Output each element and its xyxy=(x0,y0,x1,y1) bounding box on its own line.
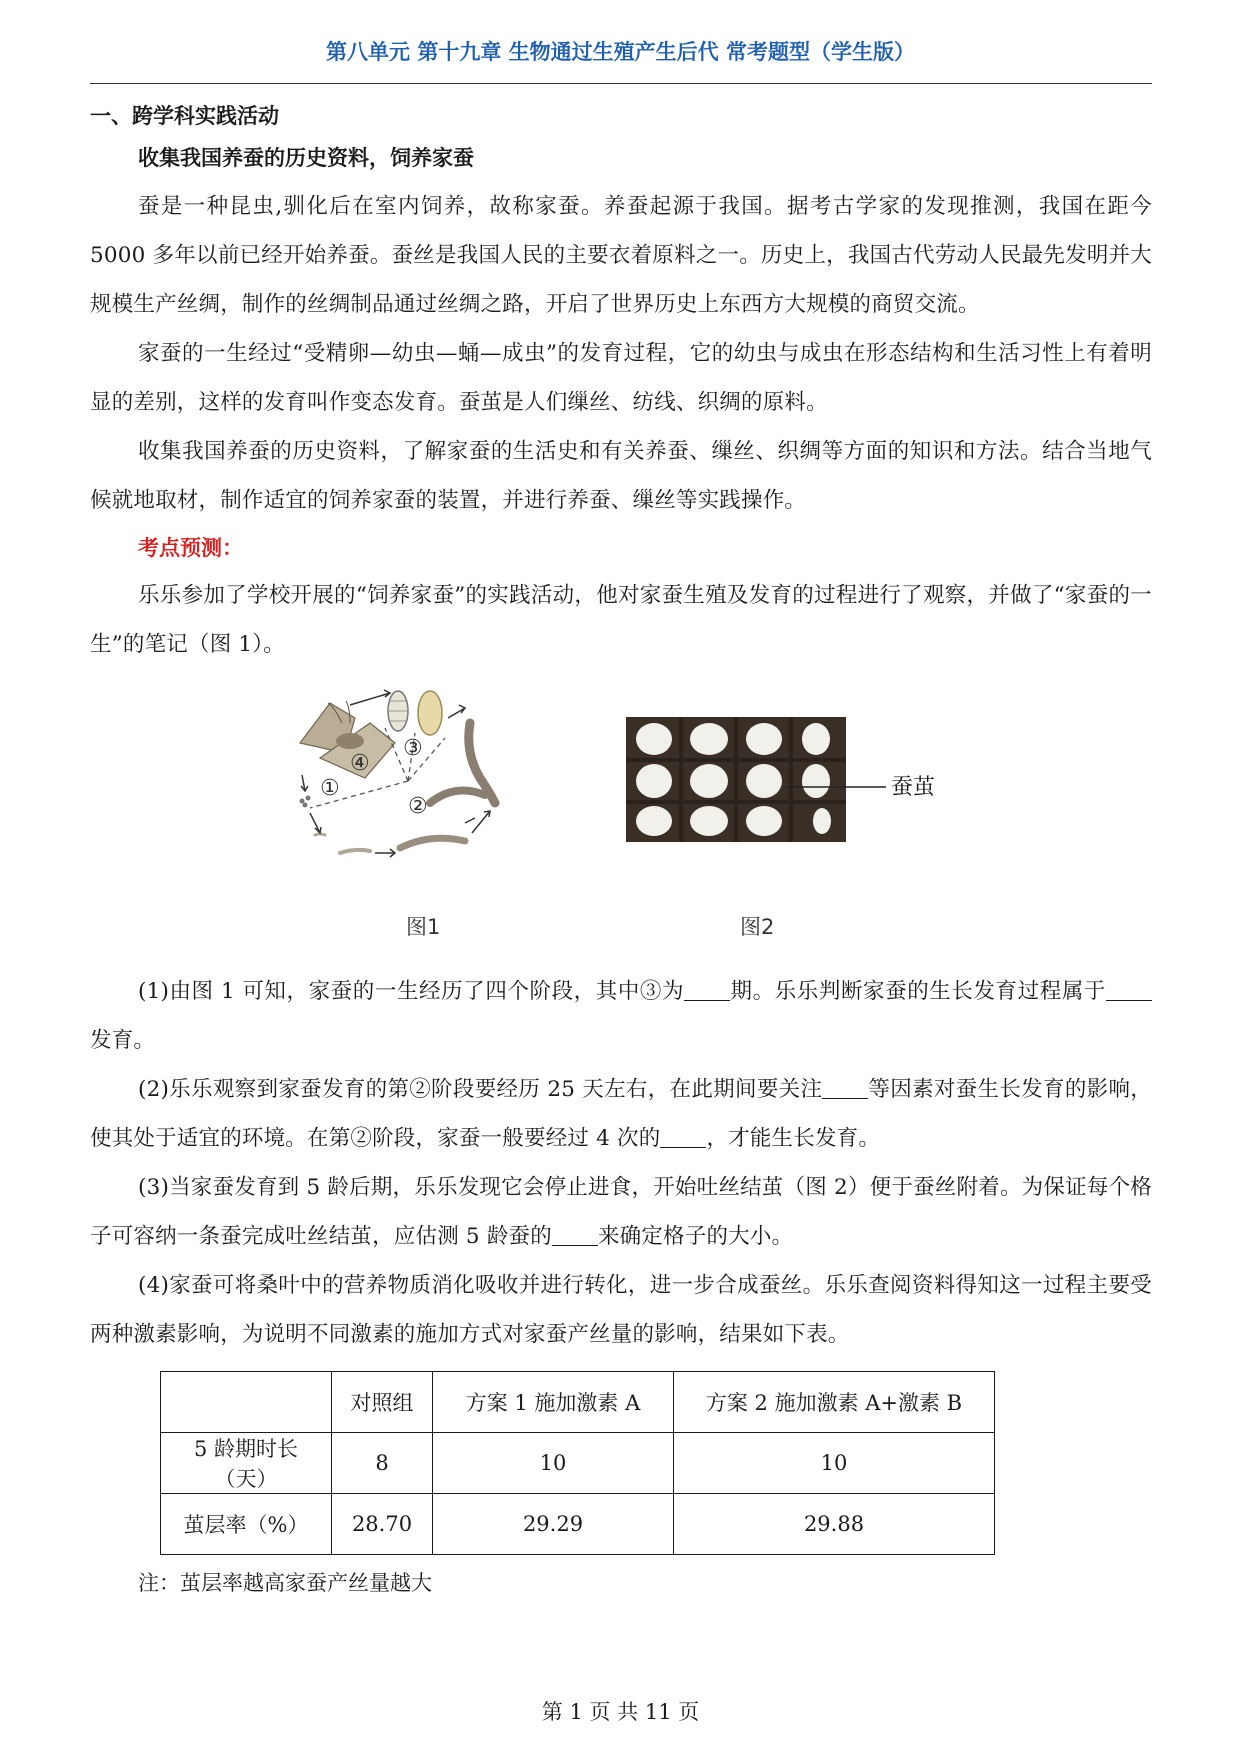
table-header-cell: 方案 1 施加激素 A xyxy=(433,1372,674,1433)
answer-blank[interactable] xyxy=(684,979,730,1002)
table-cell: 29.88 xyxy=(674,1494,995,1555)
table-cell: 10 xyxy=(433,1433,674,1494)
moth-illustration xyxy=(300,701,395,778)
table-row xyxy=(161,1433,995,1494)
answer-blank[interactable] xyxy=(1106,979,1152,1002)
figure-1-caption: 图1 xyxy=(406,915,441,939)
table-row xyxy=(161,1494,995,1555)
cocoon-grid-figure xyxy=(626,717,966,867)
question-2-part-c: ，才能生长发育。 xyxy=(706,1126,881,1151)
header-divider xyxy=(90,83,1152,84)
table-header-cell xyxy=(161,1372,332,1433)
question-2 xyxy=(90,1065,1152,1163)
answer-blank[interactable] xyxy=(552,1224,598,1247)
table-header-row xyxy=(161,1372,995,1433)
table-cell: 茧层率（%） xyxy=(161,1494,332,1555)
table-header-cell: 对照组 xyxy=(332,1372,433,1433)
silkworm-lifecycle-figure xyxy=(280,683,660,898)
question-1 xyxy=(90,967,1152,1065)
page-header-title: 第八单元 第十九章 生物通过生殖产生后代 常考题型（学生版） xyxy=(326,40,915,64)
section-title: 一、跨学科实践活动 xyxy=(90,104,279,128)
question-3 xyxy=(90,1163,1152,1261)
page-number-footer: 第 1 页 共 11 页 xyxy=(541,1700,700,1724)
table-cell: 28.70 xyxy=(332,1494,433,1555)
paragraph-development: 家蚕的一生经过“受精卵—幼虫—蛹—成虫”的发育过程，它的幼虫与成虫在形态结构和生活习性上有着明显的差别，这样的发育叫作变态发育。蚕茧是人们缫丝、纺线、织绸的原料。 xyxy=(90,341,1152,415)
question-1-part-a: (1)由图 1 可知，家蚕的一生经历了四个阶段，其中③为 xyxy=(138,979,685,1004)
question-4: (4)家蚕可将桑叶中的营养物质消化吸收并进行转化，进一步合成蚕丝。乐乐查阅资料得知这一过程主要受两种激素影响，为说明不同激素的施加方式对家蚕产丝量的影响，结果如下表。 xyxy=(90,1273,1152,1347)
intro-paragraph: 乐乐参加了学校开展的“饲养家蚕”的实践活动，他对家蚕生殖及发育的过程进行了观察，并做了“家蚕的一生”的笔记（图 1）。 xyxy=(90,583,1152,657)
table-note: 注：茧层率越高家蚕产丝量越大 xyxy=(138,1571,432,1595)
paragraph-activity: 收集我国养蚕的历史资料，了解家蚕的生活史和有关养蚕、缫丝、织绸等方面的知识和方法。结合当地气候就地取材，制作适宜的饲养家蚕的装置，并进行养蚕、缫丝等实践操作。 xyxy=(90,439,1152,513)
figure-2-caption: 图2 xyxy=(740,915,775,939)
question-1-part-c: 发育。 xyxy=(90,1028,156,1053)
table-cell: 29.29 xyxy=(433,1494,674,1555)
answer-blank[interactable] xyxy=(660,1126,706,1149)
pupa-illustration xyxy=(388,691,408,731)
stage-marker-3: ③ xyxy=(403,736,423,761)
question-3-part-a: (3)当家蚕发育到 5 龄后期，乐乐发现它会停止进食，开始吐丝结茧（图 2）便于蚕丝附着。为保证每个格子可容纳一条蚕完成吐丝结茧，应估测 5 龄蚕的 xyxy=(90,1175,1152,1249)
table-header-cell: 方案 2 施加激素 A+激素 B xyxy=(674,1372,995,1433)
question-3-part-b: 来确定格子的大小。 xyxy=(597,1224,794,1249)
page-content xyxy=(90,98,1152,1603)
stage-marker-4: ④ xyxy=(350,751,370,776)
section-subtitle: 收集我国养蚕的历史资料，饲养家蚕 xyxy=(138,146,474,170)
table-cell: 8 xyxy=(332,1433,433,1494)
table-cell: 10 xyxy=(674,1433,995,1494)
question-2-part-b: 等因素对蚕生长发育的影响，使其处于适宜的环境。在第②阶段，家蚕一般要经过 4 次的 xyxy=(90,1077,1152,1151)
eggs-illustration xyxy=(300,796,311,808)
cocoon-illustration xyxy=(418,691,442,735)
cocoon-label: 蚕茧 xyxy=(891,775,936,800)
table-cell: 5 龄期时长（天） xyxy=(161,1433,332,1494)
question-1-part-b: 期。乐乐判断家蚕的生长发育过程属于 xyxy=(730,979,1106,1004)
answer-blank[interactable] xyxy=(822,1077,868,1100)
paragraph-history: 蚕是一种昆虫,驯化后在室内饲养，故称家蚕。养蚕起源于我国。据考古学家的发现推测，我国在距今 5000 多年以前已经开始养蚕。蚕丝是我国人民的主要衣着原料之一。历史上，我国古代劳动人民最先发明并大规模生产丝绸，制作的丝绸制品通过丝绸之路，开启了世界历史上东西方大规模的商贸交流。 xyxy=(90,194,1152,317)
kaodian-label: 考点预测： xyxy=(138,536,243,560)
stage-marker-2: ② xyxy=(408,794,428,819)
hormone-results-table xyxy=(160,1371,995,1555)
figures-area xyxy=(90,675,1152,967)
question-2-part-a: (2)乐乐观察到家蚕发育的第②阶段要经历 25 天左右，在此期间要关注 xyxy=(138,1077,823,1102)
stage-marker-1: ① xyxy=(320,776,340,801)
